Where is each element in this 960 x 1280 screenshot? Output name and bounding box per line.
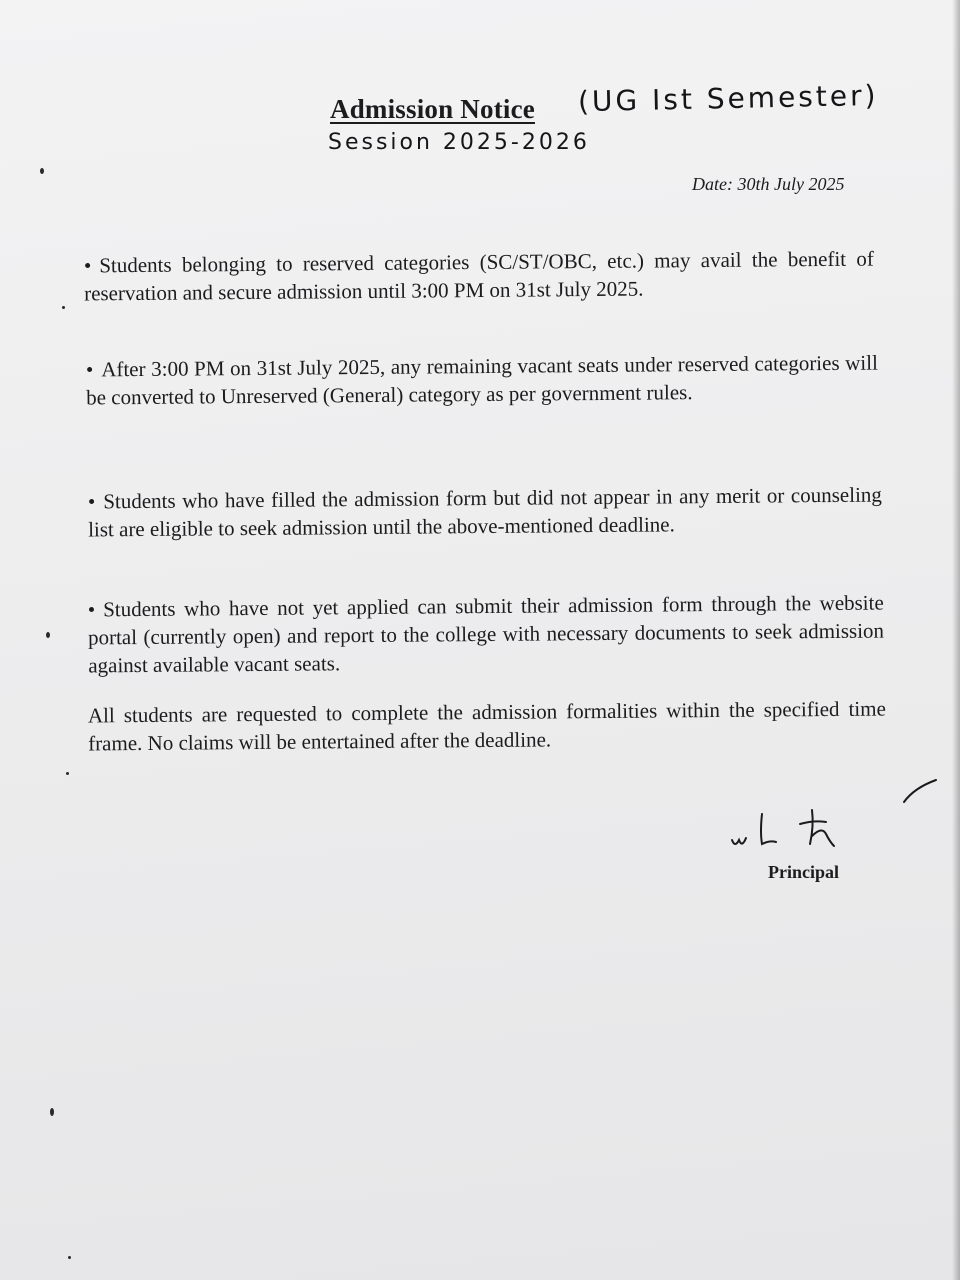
bullet-item xyxy=(84,245,874,308)
paper-speck xyxy=(40,168,44,174)
paper-speck xyxy=(46,632,50,638)
handwritten-session-note: Session 2025-2026 xyxy=(328,130,590,155)
bullet-text: Students belonging to reserved categories (SC/ST/OBC, etc.) may avail the benefit of reservation and secure admission until 3:00 PM on 31st July 2025. xyxy=(84,246,874,306)
bullet-dot-icon: • xyxy=(87,597,96,622)
bullet-item xyxy=(86,349,878,412)
bullet-text: Students who have not yet applied can submit their admission form through the website portal (currently open) and report to the college with necessary documents to seek admission against available vacant seats. xyxy=(87,590,885,678)
check-mark-icon xyxy=(900,776,940,806)
bullet-text: Students who have filled the admission form but did not appear in any merit or counseling list are eligible to seek admission until the above-mentioned deadline. xyxy=(88,482,882,542)
bullet-dot-icon: • xyxy=(83,253,92,278)
handwritten-semester-note: (UG Ist Semester) xyxy=(577,78,879,119)
notice-date: Date: 30th July 2025 xyxy=(692,174,845,194)
paper-speck xyxy=(66,772,69,775)
bullet-text: After 3:00 PM on 31st July 2025, any remaining vacant seats under reserved categories will be converted to Unreserved (General) category as per government rules. xyxy=(86,350,878,410)
notice-title: Admission Notice xyxy=(330,94,535,124)
paper-speck xyxy=(62,306,65,309)
signatory-role: Principal xyxy=(768,862,839,882)
bullet-item xyxy=(88,481,882,544)
handwritten-signature-icon xyxy=(726,806,876,858)
bullet-item xyxy=(88,589,885,680)
page-edge-shadow xyxy=(952,0,960,1280)
closing-paragraph: All students are requested to complete the admission formalities within the specified time frame. No claims will be entertained after the deadline. xyxy=(87,696,886,756)
paper-speck xyxy=(68,1256,71,1259)
bullet-dot-icon: • xyxy=(87,489,96,514)
bullet-dot-icon: • xyxy=(85,357,94,382)
paper-speck xyxy=(50,1108,54,1116)
